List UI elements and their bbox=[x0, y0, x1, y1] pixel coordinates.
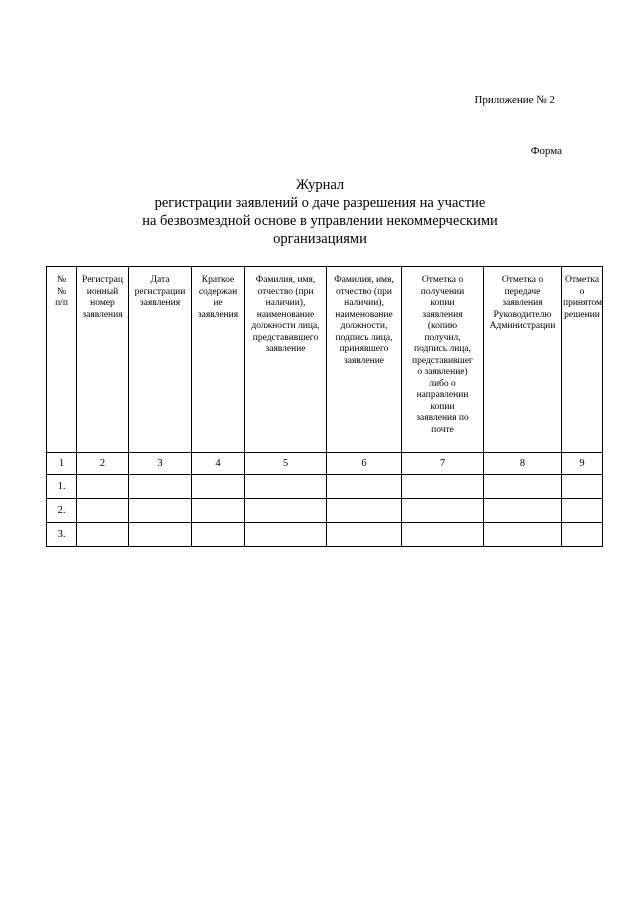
empty-cell bbox=[129, 475, 192, 499]
empty-cell bbox=[192, 475, 245, 499]
column-number: 8 bbox=[484, 453, 562, 475]
empty-cell bbox=[562, 475, 603, 499]
column-number-row bbox=[47, 453, 603, 475]
row-number: 2. bbox=[47, 499, 77, 523]
empty-cell bbox=[77, 499, 129, 523]
column-number: 5 bbox=[245, 453, 327, 475]
title-line-4: организациями bbox=[273, 231, 367, 247]
form-label: Форма bbox=[530, 145, 562, 157]
header-cell: Регистрац ионный номер заявления bbox=[77, 267, 129, 453]
document-title bbox=[0, 176, 640, 248]
header-cell: Отметка о получении копии заявления (копию получил, подпись лица, представившег о заявление) либо о направлении копии заявления по почте bbox=[402, 267, 484, 453]
empty-cell bbox=[245, 499, 327, 523]
header-cell: Фамилия, имя, отчество (при наличии), наименование должности лица, представившего заявление bbox=[245, 267, 327, 453]
empty-cell bbox=[129, 523, 192, 547]
empty-cell bbox=[77, 523, 129, 547]
empty-cell bbox=[484, 475, 562, 499]
table-row bbox=[47, 523, 603, 547]
empty-cell bbox=[402, 475, 484, 499]
empty-cell bbox=[562, 523, 603, 547]
column-number: 1 bbox=[47, 453, 77, 475]
empty-cell bbox=[484, 523, 562, 547]
empty-cell bbox=[77, 475, 129, 499]
table-row bbox=[47, 475, 603, 499]
empty-cell bbox=[327, 475, 402, 499]
empty-cell bbox=[562, 499, 603, 523]
row-number: 1. bbox=[47, 475, 77, 499]
row-number: 3. bbox=[47, 523, 77, 547]
title-line-3: на безвозмездной основе в управлении некоммерческими bbox=[142, 213, 498, 229]
column-number: 9 bbox=[562, 453, 603, 475]
appendix-label: Приложение № 2 bbox=[474, 94, 555, 106]
empty-cell bbox=[402, 523, 484, 547]
header-cell: Отметка о принятом решении bbox=[562, 267, 603, 453]
column-number: 6 bbox=[327, 453, 402, 475]
empty-cell bbox=[402, 499, 484, 523]
header-cell: Краткое содержан ие заявления bbox=[192, 267, 245, 453]
title-line-2: регистрации заявлений о даче разрешения на участие bbox=[154, 195, 486, 211]
column-number: 3 bbox=[129, 453, 192, 475]
header-cell: Фамилия, имя, отчество (при наличии), наименование должности, подпись лица, принявшего заявление bbox=[327, 267, 402, 453]
column-number: 4 bbox=[192, 453, 245, 475]
empty-cell bbox=[192, 499, 245, 523]
empty-cell bbox=[129, 499, 192, 523]
empty-cell bbox=[327, 499, 402, 523]
header-cell: Отметка о передаче заявления Руководителю Администрации bbox=[484, 267, 562, 453]
column-number: 2 bbox=[77, 453, 129, 475]
empty-cell bbox=[245, 475, 327, 499]
title-line-1: Журнал bbox=[295, 177, 345, 193]
empty-cell bbox=[245, 523, 327, 547]
empty-cell bbox=[192, 523, 245, 547]
table-row bbox=[47, 499, 603, 523]
empty-cell bbox=[484, 499, 562, 523]
column-number: 7 bbox=[402, 453, 484, 475]
journal-table bbox=[46, 266, 603, 547]
header-cell: Дата регистрации заявления bbox=[129, 267, 192, 453]
empty-cell bbox=[327, 523, 402, 547]
header-row bbox=[47, 267, 603, 453]
header-cell: № № п/п bbox=[47, 267, 77, 453]
